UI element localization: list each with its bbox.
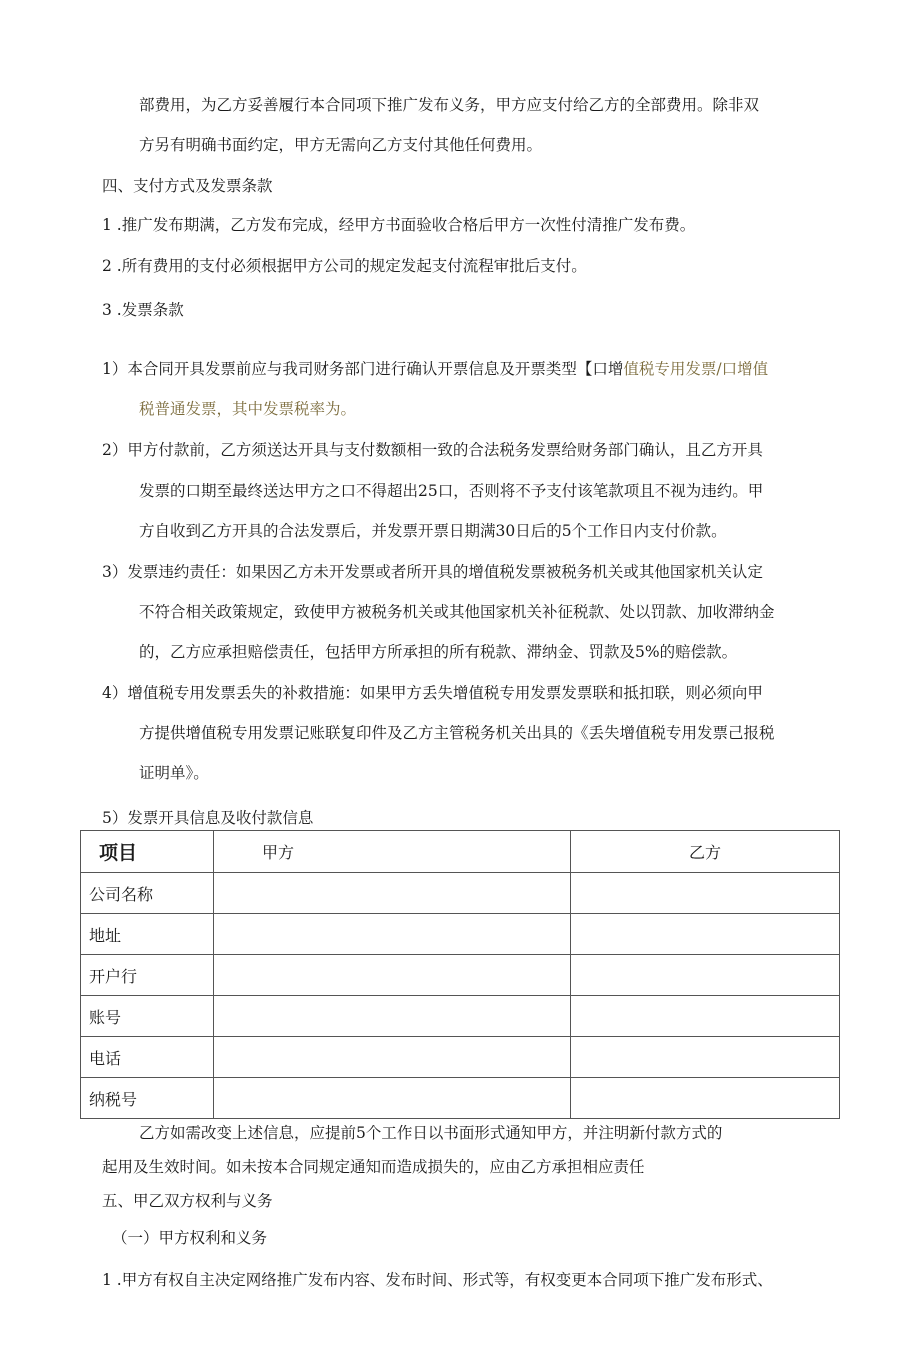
invoice-item-4: 4）增值税专用发票丢失的补救措施：如果甲方丢失增值税专用发票发票联和抵扣联，则必须向甲: [102, 684, 763, 702]
cell-party-b: [571, 1078, 840, 1119]
invoice-item-4-cont-1: 方提供增值税专用发票记账联复印件及乙方主管税务机关出具的《丢失增值税专用发票己报税: [139, 724, 775, 742]
notice-line-1: 乙方如需改变上述信息，应提前5个工作日以书面形式通知甲方，并注明新付款方式的: [139, 1124, 723, 1142]
invoice-item-5: 5）发票开具信息及收付款信息: [102, 809, 314, 827]
clause-1: 1 .推广发布期满，乙方发布完成，经甲方书面验收合格后甲方一次性付清推广发布费。: [102, 216, 696, 234]
table-row: [81, 955, 840, 996]
invoice-item-2-cont-2: 方自收到乙方开具的合法发票后，并发票开票日期满30日后的5个工作日内支付价款。: [139, 522, 727, 540]
invoice-item-3: 3）发票违约责任：如果因乙方未开发票或者所开具的增值税发票被税务机关或其他国家机关认定: [102, 563, 763, 581]
invoice-item-3-cont-2: 的，乙方应承担赔偿责任，包括甲方所承担的所有税款、滞纳金、罚款及5%的赔偿款。: [139, 643, 738, 661]
cell-party-a: [214, 996, 571, 1037]
header-party-b: 乙方: [571, 831, 840, 873]
paragraph-fee-cont-2: 方另有明确书面约定，甲方无需向乙方支付其他任何费用。: [139, 136, 543, 154]
header-party-a: 甲方: [214, 831, 571, 873]
cell-party-b: [571, 873, 840, 914]
cell-party-a: [214, 914, 571, 955]
section-heading-4: 四、支付方式及发票条款: [102, 177, 273, 195]
rights-clause-1: 1 .甲方有权自主决定网络推广发布内容、发布时间、形式等，有权变更本合同项下推广发布形式、: [102, 1271, 773, 1289]
row-label-company: 公司名称: [81, 873, 214, 914]
cell-party-a: [214, 873, 571, 914]
clause-3: 3 .发票条款: [102, 301, 184, 319]
row-label-phone: 电话: [81, 1037, 214, 1078]
row-label-account: 账号: [81, 996, 214, 1037]
invoice-item-1-highlight: 值税专用发票/口增值: [623, 360, 769, 378]
notice-line-2: 起用及生效时间。如未按本合同规定通知而造成损失的，应由乙方承担相应责任: [102, 1158, 645, 1176]
invoice-item-1-cont: 税普通发票，其中发票税率为。: [139, 400, 357, 418]
table-row: [81, 873, 840, 914]
invoice-item-3-cont-1: 不符合相关政策规定，致使甲方被税务机关或其他国家机关补征税款、处以罚款、加收滞纳金: [139, 603, 775, 621]
cell-party-b: [571, 1037, 840, 1078]
cell-party-b: [571, 955, 840, 996]
cell-party-a: [214, 1037, 571, 1078]
table-row: [81, 914, 840, 955]
cell-party-b: [571, 996, 840, 1037]
invoice-item-2-cont-1: 发票的口期至最终送达甲方之口不得超出25口，否则将不予支付该笔款项且不视为违约。甲: [139, 482, 764, 500]
cell-party-a: [214, 1078, 571, 1119]
cell-party-a: [214, 955, 571, 996]
invoice-item-1-main: 1）本合同开具发票前应与我司财务部门进行确认开票信息及开票类型【口增: [102, 360, 624, 378]
table-row: [81, 1078, 840, 1119]
table-row: [81, 996, 840, 1037]
row-label-tax-id: 纳税号: [81, 1078, 214, 1119]
invoice-info-table: [80, 830, 840, 1119]
invoice-item-2: 2）甲方付款前，乙方须送达开具与支付数额相一致的合法税务发票给财务部门确认，且乙方开具: [102, 441, 763, 459]
subsection-heading-party-a: （一）甲方权利和义务: [112, 1229, 268, 1247]
clause-2: 2 .所有费用的支付必须根据甲方公司的规定发起支付流程审批后支付。: [102, 257, 587, 275]
paragraph-fee-cont-1: 部费用，为乙方妥善履行本合同项下推广发布义务，甲方应支付给乙方的全部费用。除非双: [139, 96, 760, 114]
cell-party-b: [571, 914, 840, 955]
row-label-bank: 开户行: [81, 955, 214, 996]
invoice-item-1: [102, 359, 768, 379]
invoice-item-4-cont-2: 证明单》。: [139, 764, 209, 782]
table-row: [81, 1037, 840, 1078]
header-item: 项目: [81, 831, 214, 873]
section-heading-5: 五、甲乙双方权利与义务: [102, 1192, 273, 1210]
row-label-address: 地址: [81, 914, 214, 955]
table-header-row: [81, 831, 840, 873]
